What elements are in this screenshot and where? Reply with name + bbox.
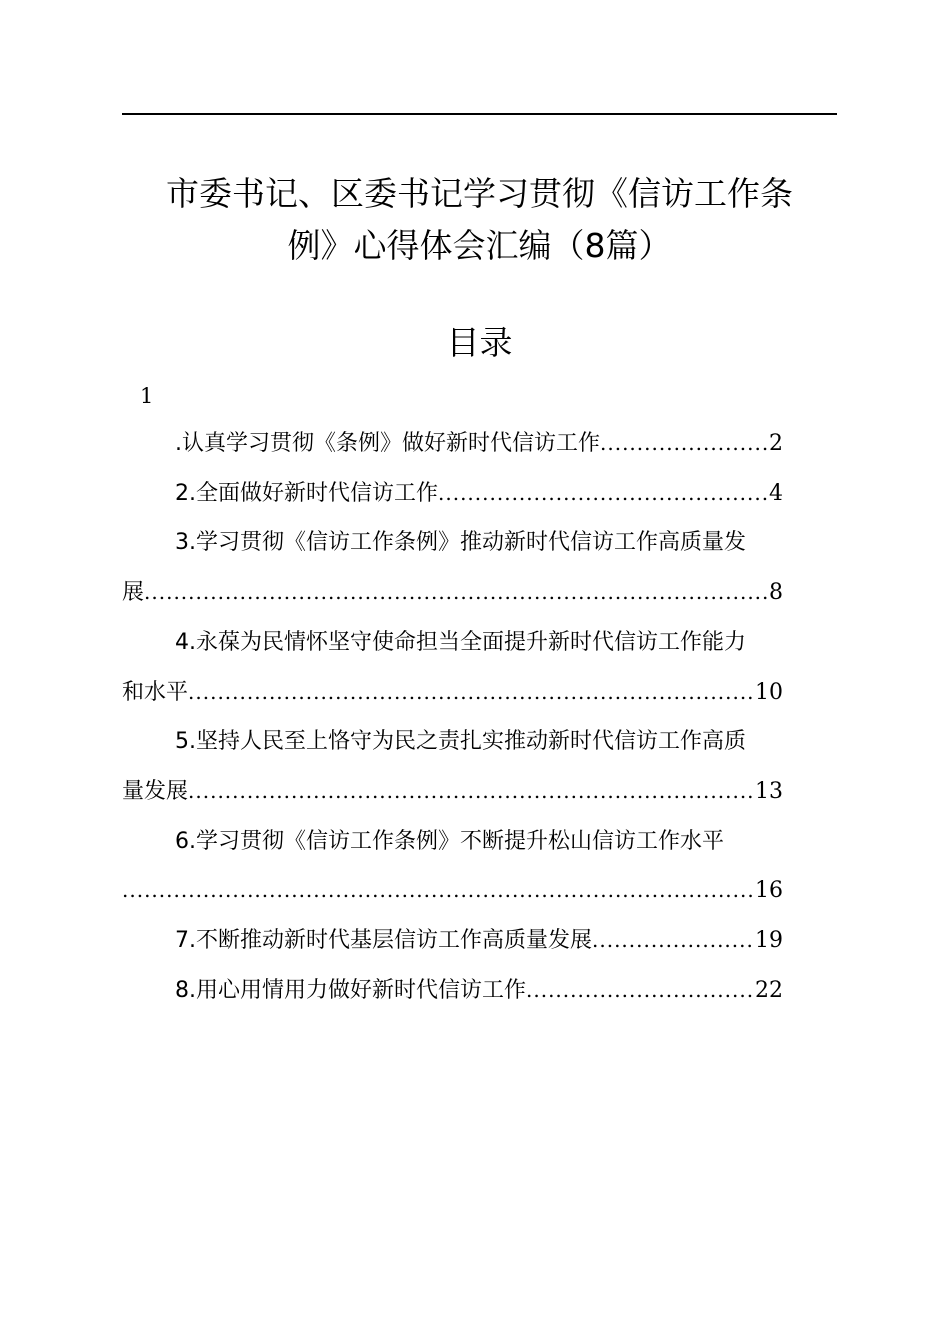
toc-entry-title-cont: 和水平: [122, 679, 189, 705]
toc-entry-title: 2.全面做好新时代信访工作: [175, 480, 438, 506]
toc-entry-5[interactable]: [122, 717, 837, 816]
toc-page-number: 4: [769, 480, 783, 506]
toc-entry-8[interactable]: [122, 966, 837, 1016]
toc-page-number: 2: [769, 431, 783, 456]
dot-leader: [122, 866, 753, 916]
toc-entry-6[interactable]: [122, 817, 837, 916]
toc-entry-7[interactable]: [122, 916, 837, 966]
toc-page-number: 13: [755, 778, 783, 804]
toc-entry-title-cont: 量发展: [122, 778, 189, 804]
document-title: [122, 168, 837, 272]
toc-heading: 目录: [446, 323, 513, 362]
toc-marker: 1: [140, 384, 154, 408]
dot-leader: [188, 767, 753, 817]
toc-page-number: 10: [755, 679, 783, 705]
dot-leader: [438, 469, 767, 519]
toc-entry-title: 7.不断推动新时代基层信访工作高质量发展: [175, 928, 592, 954]
dot-leader: [144, 568, 767, 618]
toc-entry-title: 4.永葆为民情怀坚守使命担当全面提升新时代信访工作能力: [175, 629, 746, 655]
toc-entry-title: 3.学习贯彻《信访工作条例》推动新时代信访工作高质量发: [175, 530, 746, 556]
title-line-2: 例》心得体会汇编（8篇）: [287, 226, 672, 265]
toc-page-number: 19: [755, 928, 783, 954]
table-of-contents: [122, 419, 837, 1015]
top-rule: [122, 113, 837, 115]
dot-leader: [188, 668, 753, 718]
toc-entry-title-cont: 展: [122, 580, 145, 606]
toc-page-number: 8: [769, 580, 783, 606]
toc-entry-title: 8.用心用情用力做好新时代信访工作: [175, 977, 526, 1003]
toc-entry-2[interactable]: [122, 469, 837, 519]
toc-entry-3[interactable]: [122, 518, 837, 617]
dot-leader: [526, 966, 753, 1016]
toc-entry-1[interactable]: [122, 419, 837, 469]
title-line-1: 市委书记、区委书记学习贯彻《信访工作条: [166, 174, 793, 213]
toc-page-number: 22: [755, 977, 783, 1003]
dot-leader: [600, 419, 767, 469]
toc-entry-title: 5.坚持人民至上恪守为民之责扎实推动新时代信访工作高质: [175, 729, 746, 755]
toc-entry-title: .认真学习贯彻《条例》做好新时代信访工作: [175, 431, 600, 456]
toc-page-number: 16: [755, 878, 783, 904]
toc-entry-4[interactable]: [122, 618, 837, 717]
dot-leader: [592, 916, 753, 966]
toc-entry-title: 6.学习贯彻《信访工作条例》不断提升松山信访工作水平: [175, 828, 724, 854]
